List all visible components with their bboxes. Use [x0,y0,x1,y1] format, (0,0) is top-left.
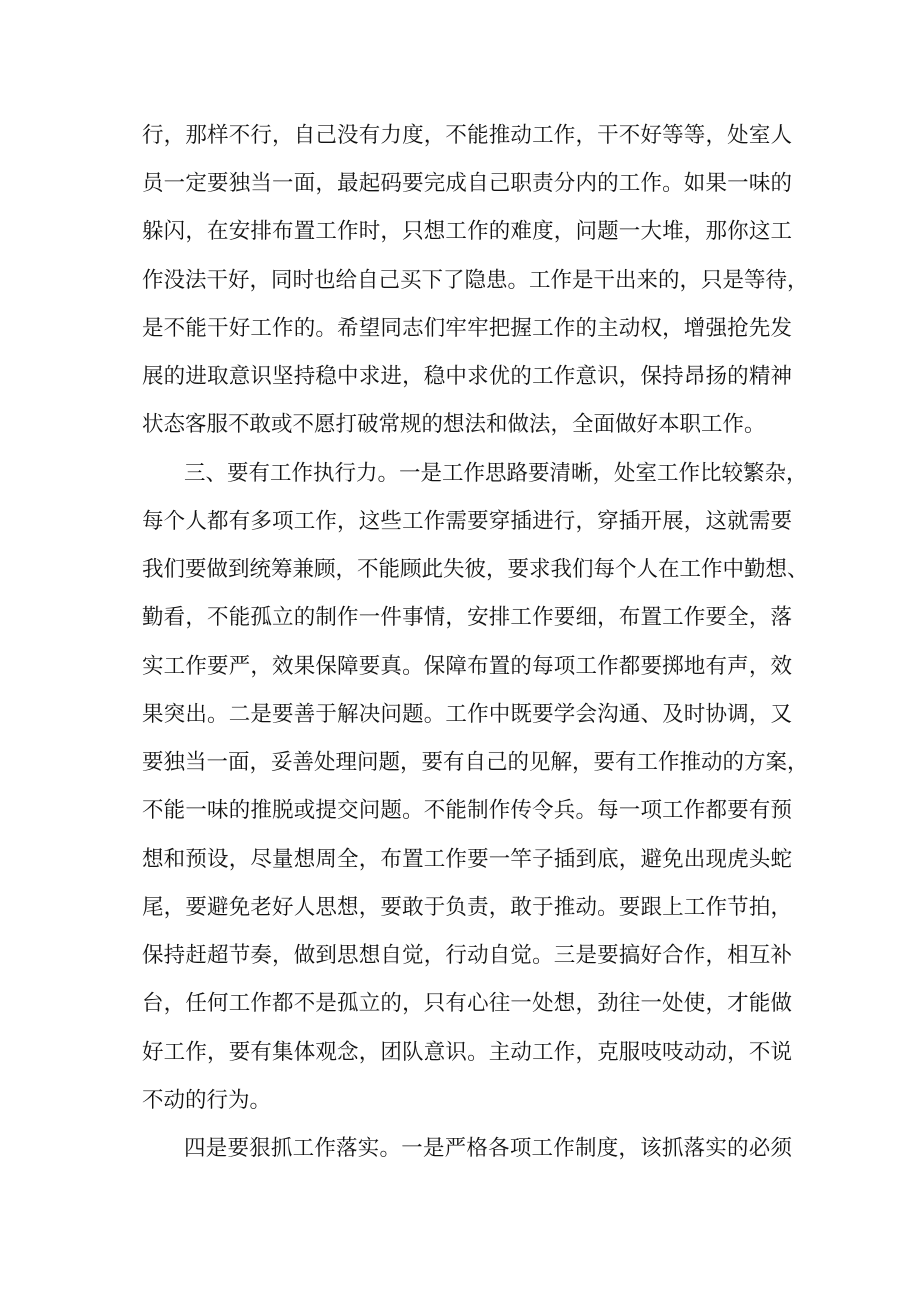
text-line: 每个人都有多项工作，这些工作需要穿插进行，穿插开展，这就需要 [142,509,792,534]
text-line: 保持赶超节奏，做到思想自觉，行动自觉。三是要搞好合作，相互补 [142,943,792,968]
text-line: 尾，要避免老好人思想，要敢于负责，敢于推动。要跟上工作节拍， [142,895,792,920]
text-line: 员一定要独当一面，最起码要完成自己职责分内的工作。如果一味的 [142,171,792,196]
text-line: 作没法干好，同时也给自己买下了隐患。工作是干出来的，只是等待， [142,268,809,293]
text-line: 不能一味的推脱或提交问题。不能制作传令兵。每一项工作都要有预 [142,798,792,823]
text-line: 好工作，要有集体观念，团队意识。主动工作，克服吱吱动动，不说 [142,1040,792,1065]
text-line: 想和预设，尽量想周全，布置工作要一竿子插到底，避免出现虎头蛇 [142,847,792,872]
text-line: 我们要做到统筹兼顾，不能顾此失彼，要求我们每个人在工作中勤想、 [142,557,809,582]
text-line: 勤看，不能孤立的制作一件事情，安排工作要细，布置工作要全，落 [142,605,792,630]
paragraph-start-line: 三、要有工作执行力。一是工作思路要清晰，处室工作比较繁杂， [184,461,808,486]
text-line: 是不能干好工作的。希望同志们牢牢把握工作的主动权，增强抢先发 [142,316,792,341]
text-line: 台，任何工作都不是孤立的，只有心往一处想，劲往一处使，才能做 [142,991,792,1016]
text-line: 不动的行为。 [142,1088,272,1113]
text-line: 躲闪，在安排布置工作时，只想工作的难度，问题一大堆，那你这工 [142,219,792,244]
text-line: 展的进取意识坚持稳中求进，稳中求优的工作意识，保持昂扬的精神 [142,364,792,389]
paragraph-start-line: 四是要狠抓工作落实。一是严格各项工作制度，该抓落实的必须 [184,1136,792,1161]
text-line: 果突出。二是要善于解决问题。工作中既要学会沟通、及时协调，又 [142,702,792,727]
text-line: 实工作要严，效果保障要真。保障布置的每项工作都要掷地有声，效 [142,654,792,679]
text-line: 要独当一面，妥善处理问题，要有自己的见解，要有工作推动的方案， [142,750,809,775]
text-line: 行，那样不行，自己没有力度，不能推动工作，干不好等等，处室人 [142,123,792,148]
text-line: 状态客服不敢或不愿打破常规的想法和做法，全面做好本职工作。 [142,412,766,437]
